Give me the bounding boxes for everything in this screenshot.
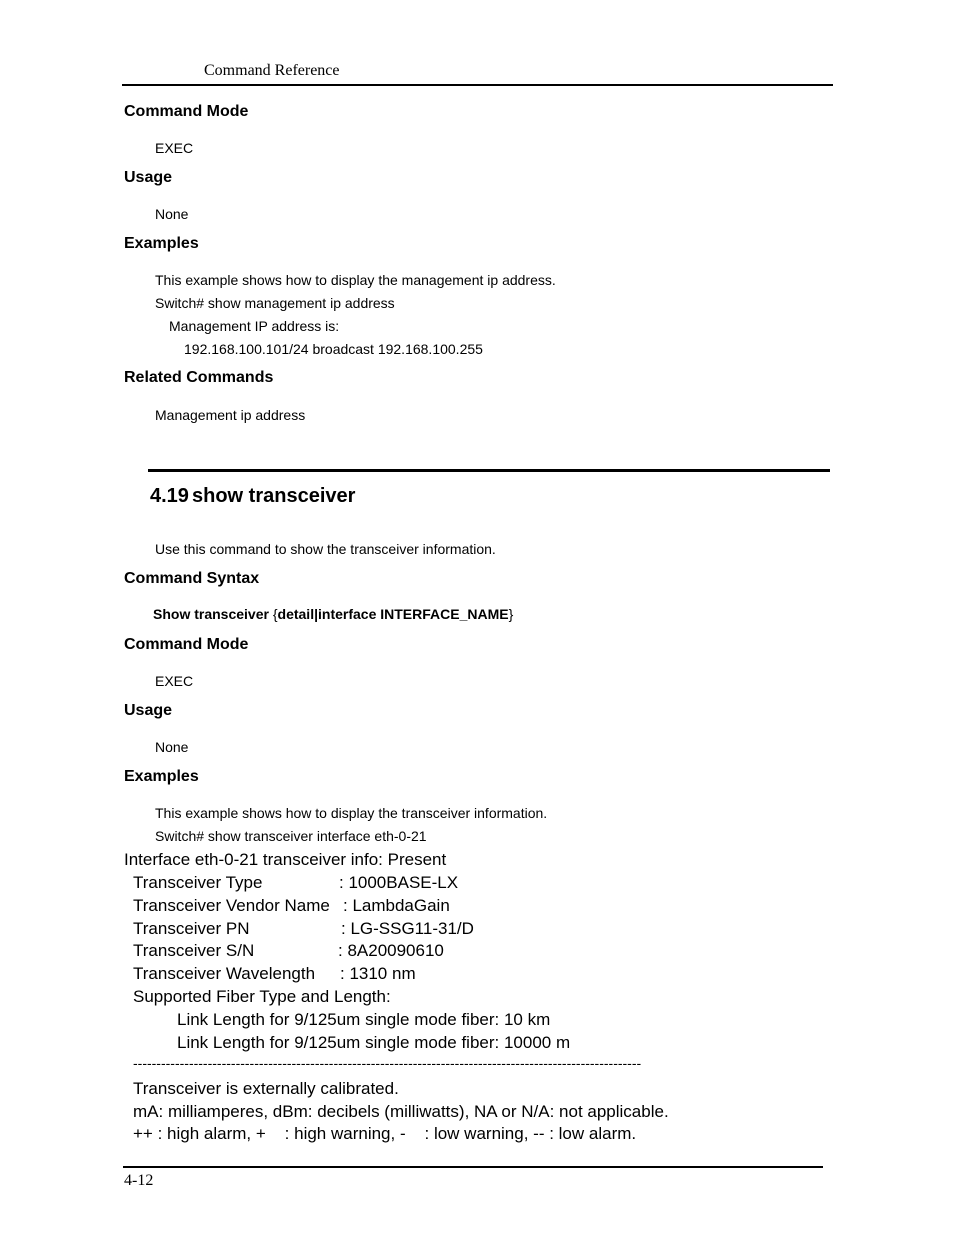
section-title	[150, 485, 355, 508]
output-note: ++ : high alarm, + : high warning, - : low warning, -- : low alarm.	[133, 1124, 637, 1143]
output-field-value: : LambdaGain	[343, 896, 450, 915]
section-title-text: show transceiver	[192, 485, 356, 507]
footer-rule	[123, 1166, 823, 1168]
example-line: 192.168.100.101/24 broadcast 192.168.100.255	[184, 341, 483, 357]
related-commands-value: Management ip address	[155, 407, 306, 423]
syntax-command: Show transceiver	[153, 606, 273, 622]
output-field-label: Transceiver S/N	[133, 941, 255, 960]
output-field-value: : LG-SSG11-31/D	[341, 919, 474, 938]
command-syntax-heading: Command Syntax	[124, 570, 260, 587]
output-interface-line: Interface eth-0-21 transceiver info: Present	[124, 850, 447, 869]
section-description: Use this command to show the transceiver information.	[155, 541, 496, 557]
examples-heading: Examples	[124, 768, 199, 785]
section-rule	[148, 469, 830, 472]
output-field-label: Transceiver PN	[133, 919, 250, 938]
command-mode-heading: Command Mode	[124, 103, 249, 120]
example-line: This example shows how to display the management ip address.	[155, 272, 556, 288]
output-field-value: : 1000BASE-LX	[339, 873, 459, 892]
command-mode-heading: Command Mode	[124, 636, 249, 653]
usage-value: None	[155, 739, 189, 755]
usage-heading: Usage	[124, 169, 173, 186]
header-rule	[122, 84, 833, 86]
example-line: Switch# show management ip address	[155, 295, 395, 311]
page-number: 4-12	[124, 1172, 154, 1189]
usage-value: None	[155, 206, 189, 222]
syntax-close-brace: }	[508, 606, 514, 622]
examples-heading: Examples	[124, 235, 199, 252]
running-header: Command Reference	[204, 62, 340, 79]
command-mode-value: EXEC	[155, 140, 194, 156]
usage-heading: Usage	[124, 702, 173, 719]
syntax-arguments: detail|interface INTERFACE_NAME	[277, 606, 509, 622]
output-field-value: : 8A20090610	[338, 941, 444, 960]
example-intro: This example shows how to display the transceiver information.	[155, 805, 548, 821]
example-line: Management IP address is:	[169, 318, 340, 334]
syntax-open-brace: {	[272, 606, 278, 622]
section-number: 4.19	[150, 485, 189, 507]
example-command: Switch# show transceiver interface eth-0-21	[155, 828, 427, 844]
output-divider: -------------------------------------------------------------------------------------------------------------	[133, 1055, 642, 1071]
output-note: mA: milliamperes, dBm: decibels (milliwatts), NA or N/A: not applicable.	[133, 1102, 669, 1121]
output-field-label: Transceiver Vendor Name	[133, 896, 330, 915]
command-syntax	[153, 606, 513, 622]
output-field-value: : 1310 nm	[340, 964, 416, 983]
output-fiber-line: Link Length for 9/125um single mode fiber: 10 km	[177, 1010, 551, 1029]
command-mode-value: EXEC	[155, 673, 194, 689]
output-note: Transceiver is externally calibrated.	[133, 1079, 399, 1098]
output-field-label: Transceiver Type	[133, 873, 263, 892]
output-field-label: Transceiver Wavelength	[133, 964, 316, 983]
related-commands-heading: Related Commands	[124, 369, 274, 386]
output-fiber-heading: Supported Fiber Type and Length:	[133, 987, 391, 1006]
output-fiber-line: Link Length for 9/125um single mode fiber: 10000 m	[177, 1033, 571, 1052]
